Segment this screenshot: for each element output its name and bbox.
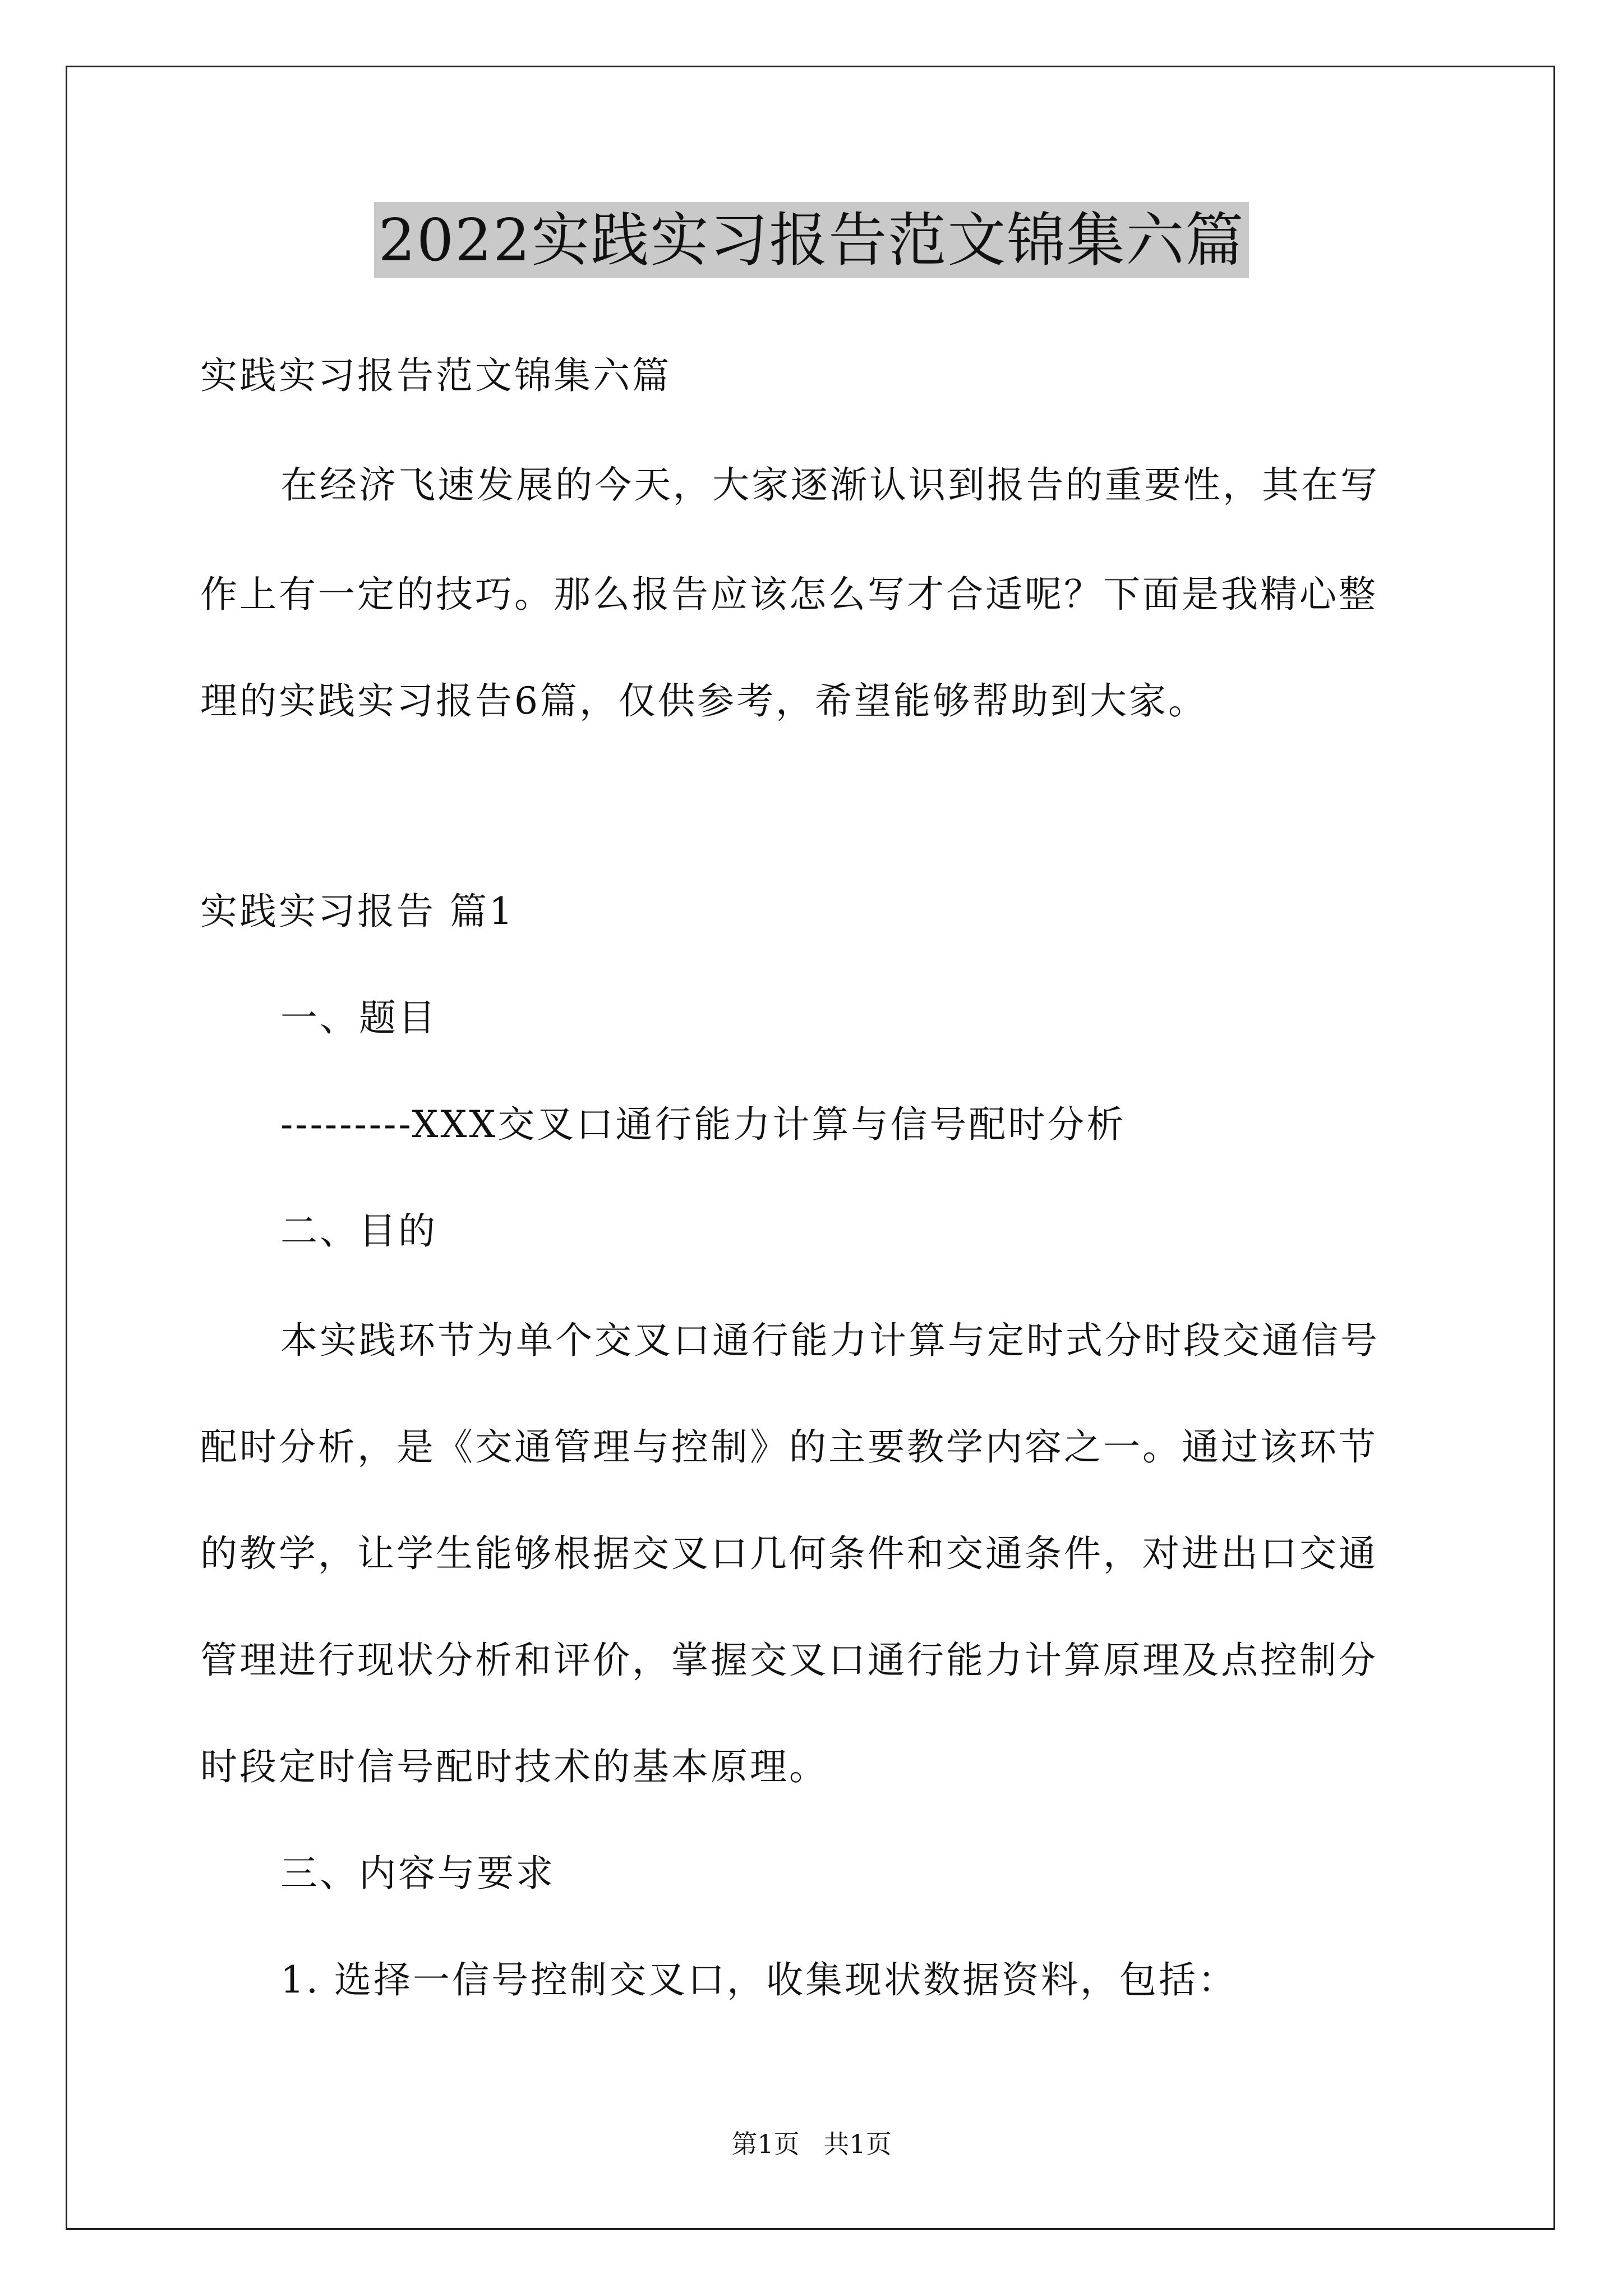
section-heading: 实践实习报告 篇1 [200,890,515,933]
content-item-1: 1. 选择一信号控制交叉口，收集现状数据资料，包括： [280,1958,1237,2001]
content-heading: 三、内容与要求 [280,1852,555,1895]
page-total: 共1页 [823,2129,892,2159]
title-container [0,202,1623,278]
intro-line-1: 在经济飞速发展的今天，大家逐渐认识到报告的重要性，其在写 [280,463,1380,507]
topic-text: ---------XXX交叉口通行能力计算与信号配时分析 [280,1103,1126,1146]
purpose-line-4: 管理进行现状分析和评价，掌握交叉口通行能力计算原理及点控制分 [200,1639,1378,1682]
page-current: 第1页 [731,2129,800,2159]
intro-line-2: 作上有一定的技巧。那么报告应该怎么写才合适呢？下面是我精心整 [200,573,1378,616]
purpose-line-5: 时段定时信号配时技术的基本原理。 [200,1745,828,1788]
document-subtitle: 实践实习报告范文锦集六篇 [200,354,671,397]
purpose-line-2: 配时分析，是《交通管理与控制》的主要教学内容之一。通过该环节 [200,1425,1378,1469]
purpose-heading: 二、目的 [280,1209,437,1253]
purpose-line-3: 的教学，让学生能够根据交叉口几何条件和交通条件，对进出口交通 [200,1532,1378,1575]
intro-line-3: 理的实践实习报告6篇，仅供参考，希望能够帮助到大家。 [200,679,1207,723]
document-title: 2022实践实习报告范文锦集六篇 [374,202,1249,278]
purpose-line-1: 本实践环节为单个交叉口通行能力计算与定时式分时段交通信号 [280,1319,1380,1362]
topic-heading: 一、题目 [280,996,437,1039]
page-footer [0,2127,1623,2161]
